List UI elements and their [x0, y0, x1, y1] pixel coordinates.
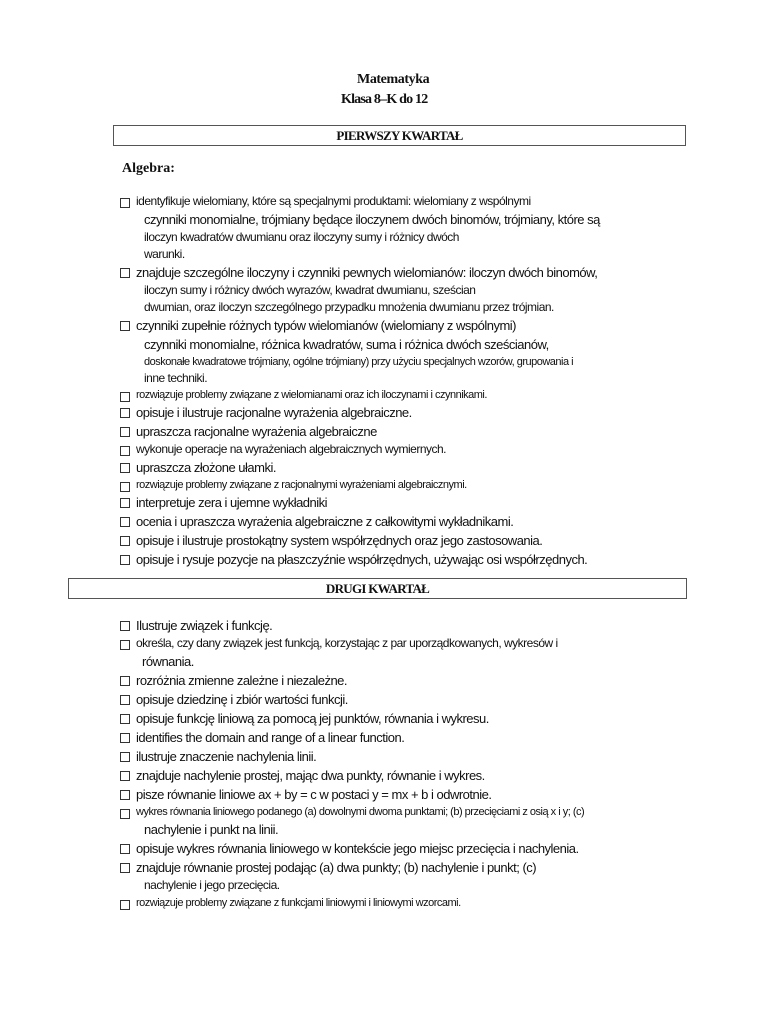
item-line: Ilustruje związek i funkcję.	[136, 618, 273, 633]
checkbox-icon	[120, 517, 130, 527]
checkbox-icon	[120, 198, 130, 208]
item-line: identyfikuje wielomiany, które są specjalnymi produktami: wielomiany z wspólnymi	[136, 194, 531, 208]
item-line: warunki.	[144, 247, 185, 261]
item-line: opisuje dziedzinę i zbiór wartości funkcji.	[136, 692, 348, 707]
checkbox-icon	[120, 844, 130, 854]
checkbox-icon	[120, 771, 130, 781]
checkbox-icon	[120, 555, 130, 565]
list-item	[120, 709, 720, 728]
list-item	[120, 804, 720, 839]
second-quarter-list	[120, 616, 720, 911]
checkbox-icon	[120, 714, 130, 724]
item-line: interpretuje zera i ujemne wykładniki	[136, 495, 328, 510]
checkbox-icon	[120, 268, 130, 278]
item-line: opisuje i ilustruje racjonalne wyrażenia algebraiczne.	[136, 405, 412, 420]
item-line: opisuje i rysuje pozycje na płaszczyźnie współrzędnych, używając osi współrzędnych.	[136, 552, 588, 567]
item-line: inne techniki.	[144, 371, 208, 385]
item-line: ilustruje znaczenie nachylenia linii.	[136, 749, 317, 764]
item-line: określa, czy dany związek jest funkcją, korzystając z par uporządkowanych, wykresów i	[136, 636, 558, 650]
checkbox-icon	[120, 446, 130, 456]
item-line: wykonuje operacje na wyrażeniach algebraicznych wymiernych.	[136, 442, 446, 456]
list-item	[120, 316, 720, 387]
item-line: czynniki monomialne, różnica kwadratów, suma i różnica dwóch sześcianów,	[144, 337, 549, 352]
list-item	[120, 766, 720, 785]
checkbox-icon	[120, 392, 130, 402]
item-line: równania.	[142, 654, 194, 669]
list-item	[120, 895, 720, 911]
item-line: upraszcza racjonalne wyrażenia algebraiczne	[136, 424, 377, 439]
checkbox-icon	[120, 900, 130, 910]
list-item	[120, 263, 720, 316]
checkbox-icon	[120, 733, 130, 743]
checkbox-icon	[120, 498, 130, 508]
first-quarter-list	[120, 193, 720, 569]
checkbox-icon	[120, 321, 130, 331]
list-item	[120, 458, 720, 477]
checkbox-icon	[120, 482, 130, 492]
checkbox-icon	[120, 676, 130, 686]
item-line: opisuje wykres równania liniowego w kontekście jego miejsc przecięcia i nachylenia.	[136, 841, 579, 856]
item-line: identifies the domain and range of a linear function.	[136, 730, 405, 745]
checkbox-icon	[120, 408, 130, 418]
checkbox-icon	[120, 536, 130, 546]
item-line: opisuje i ilustruje prostokątny system współrzędnych oraz jego zastosowania.	[136, 533, 543, 548]
item-line: rozwiązuje problemy związane z racjonalnymi wyrażeniami algebraicznymi.	[136, 479, 467, 491]
checkbox-icon	[120, 695, 130, 705]
list-item	[120, 671, 720, 690]
list-item	[120, 747, 720, 766]
second-quarter-header: DRUGI KWARTAŁ	[68, 578, 687, 599]
item-line: nachylenie i jego przecięcia.	[144, 878, 280, 892]
document-subtitle: Klasa 8–K do 12	[341, 92, 428, 107]
list-item	[120, 785, 720, 804]
item-line: iloczyn sumy i różnicy dwóch wyrazów, kwadrat dwumianu, sześcian	[144, 283, 476, 297]
algebra-heading: Algebra:	[122, 161, 175, 176]
item-line: iloczyn kwadratów dwumianu oraz iloczyny sumy i różnicy dwóch	[144, 230, 459, 244]
list-item	[120, 635, 720, 671]
item-line: upraszcza złożone ułamki.	[136, 460, 276, 475]
checkbox-icon	[120, 809, 130, 819]
item-line: czynniki monomialne, trójmiany będące iloczynem dwóch binomów, trójmiany, które są	[144, 212, 600, 227]
list-item	[120, 387, 720, 403]
list-item	[120, 441, 720, 458]
list-item	[120, 403, 720, 422]
item-line: pisze równanie liniowe ax + by = c w postaci y = mx + b i odwrotnie.	[136, 787, 492, 802]
item-line: czynniki zupełnie różnych typów wielomianów (wielomiany z wspólnymi)	[136, 318, 516, 333]
item-line: ocenia i upraszcza wyrażenia algebraiczne z całkowitymi wykładnikami.	[136, 514, 514, 529]
list-item	[120, 477, 720, 493]
item-line: znajduje szczególne iloczyny i czynniki pewnych wielomianów: iloczyn dwóch binomów,	[136, 265, 598, 280]
list-item	[120, 512, 720, 531]
checkbox-icon	[120, 463, 130, 473]
item-line: opisuje funkcję liniową za pomocą jej punktów, równania i wykresu.	[136, 711, 489, 726]
list-item	[120, 690, 720, 709]
item-line: doskonałe kwadratowe trójmiany, ogólne trójmiany) przy użyciu specjalnych wzorów, grupowania i	[144, 356, 574, 368]
checkbox-icon	[120, 427, 130, 437]
item-line: wykres równania liniowego podanego (a) dowolnymi dwoma punktami; (b) przecięciami z osią x i y; (c)	[136, 806, 585, 818]
item-line: znajduje równanie prostej podając (a) dwa punkty; (b) nachylenie i punkt; (c)	[136, 860, 537, 875]
item-line: rozwiązuje problemy związane z wielomianami oraz ich iloczynami i czynnikami.	[136, 389, 487, 401]
item-line: rozróżnia zmienne zależne i niezależne.	[136, 673, 348, 688]
checkbox-icon	[120, 640, 130, 650]
item-line: nachylenie i punkt na linii.	[144, 822, 279, 837]
list-item	[120, 193, 720, 263]
list-item	[120, 550, 720, 569]
checkbox-icon	[120, 863, 130, 873]
list-item	[120, 531, 720, 550]
list-item	[120, 422, 720, 441]
checkbox-icon	[120, 752, 130, 762]
document-title: Matematyka	[357, 72, 430, 87]
checkbox-icon	[120, 621, 130, 631]
list-item	[120, 858, 720, 894]
checkbox-icon	[120, 790, 130, 800]
first-quarter-header: PIERWSZY KWARTAŁ	[113, 125, 686, 146]
list-item	[120, 728, 720, 747]
item-line: rozwiązuje problemy związane z funkcjami liniowymi i liniowymi wzorcami.	[136, 897, 461, 909]
list-item	[120, 839, 720, 858]
item-line: dwumian, oraz iloczyn szczególnego przypadku mnożenia dwumianu przez trójmian.	[144, 300, 554, 314]
list-item	[120, 616, 720, 635]
item-line: znajduje nachylenie prostej, mając dwa punkty, równanie i wykres.	[136, 768, 485, 783]
list-item	[120, 493, 720, 512]
